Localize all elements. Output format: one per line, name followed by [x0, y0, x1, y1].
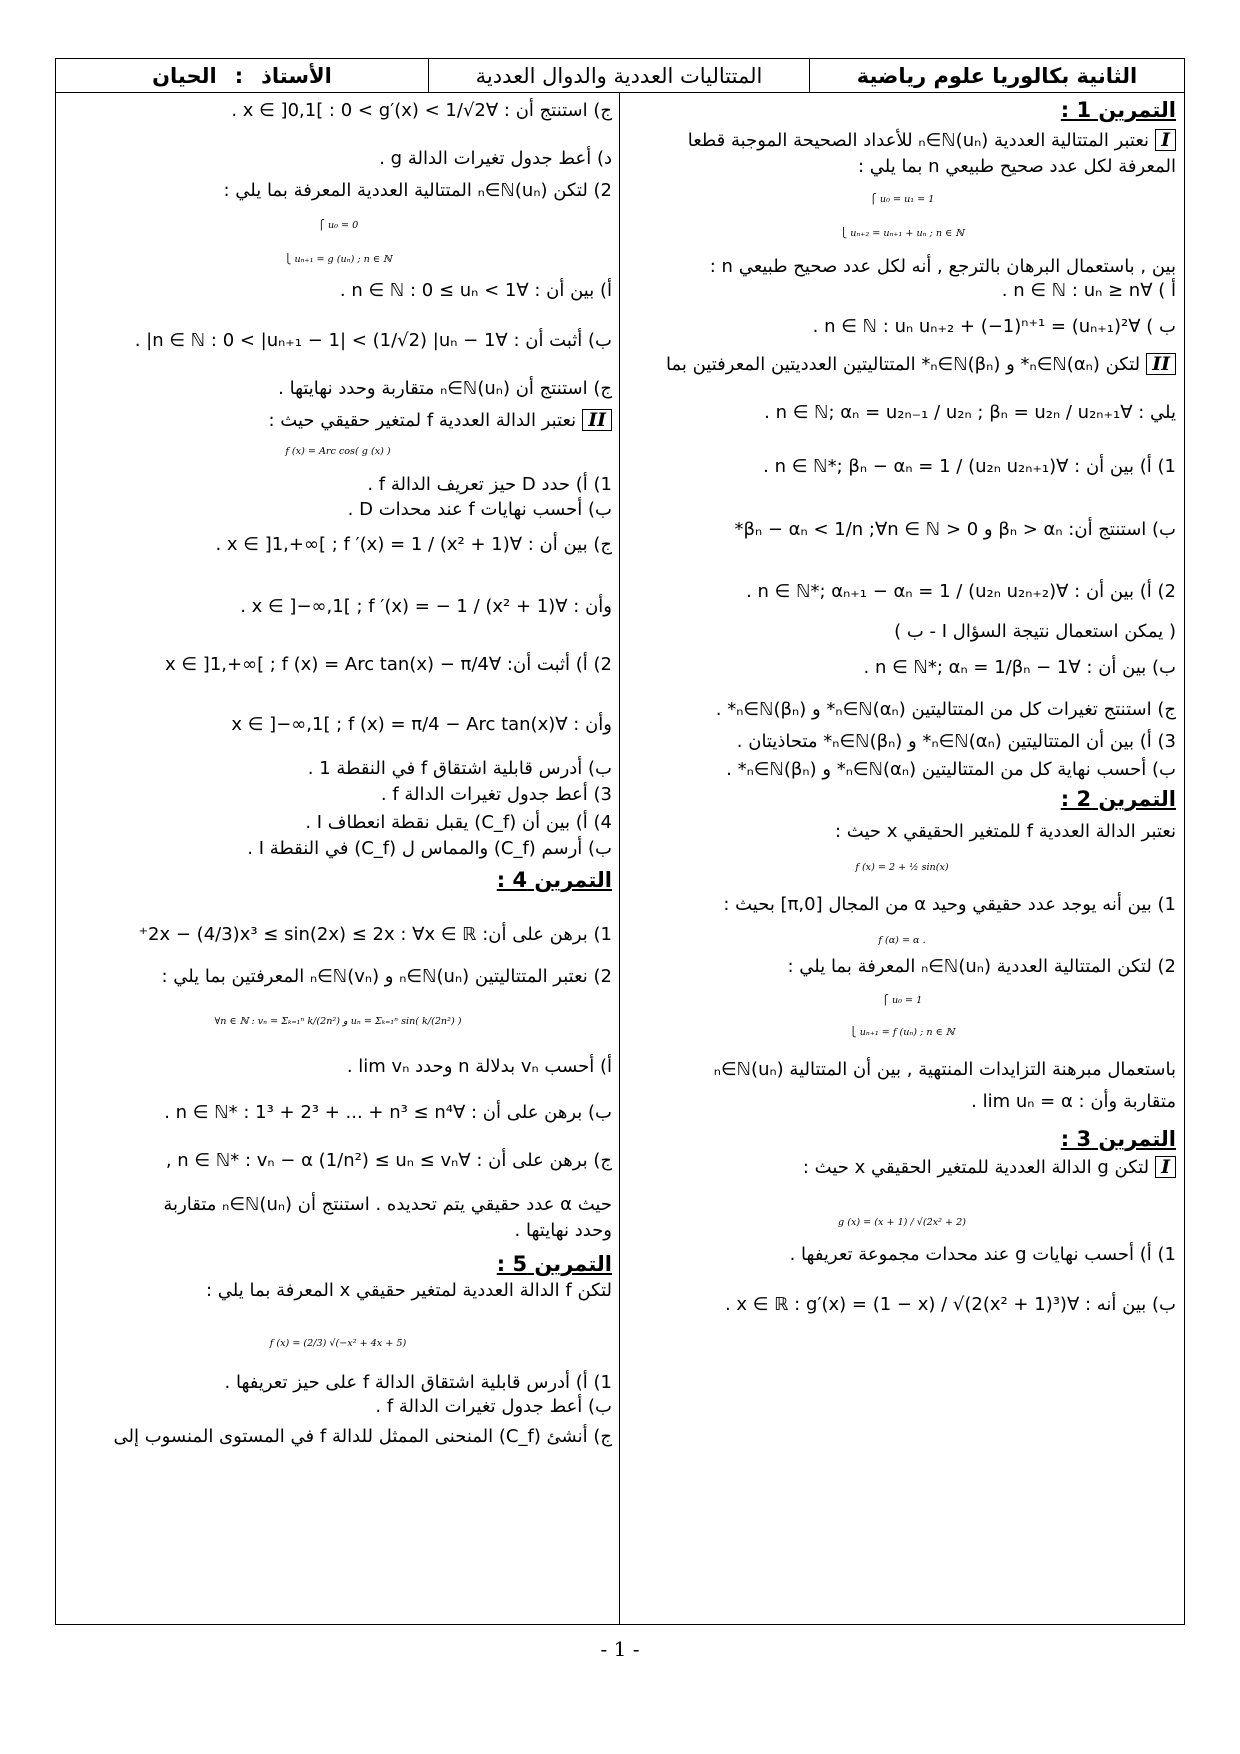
- left_column-text-line: [278, 376, 612, 401]
- line-text: 2) نعتبر المتتاليتين (uₙ)ₙ∈ℕ و (vₙ)ₙ∈ℕ المعرفتين بما يلي :: [161, 966, 612, 987]
- left_column-exercise-heading: [497, 868, 612, 893]
- line-text: 3) أعط جدول تغيرات الدالة f .: [380, 784, 612, 805]
- line-text: يلي : ∀n ∈ ℕ; αₙ = u₂ₙ₋₁ / u₂ₙ ; βₙ = u₂ₙ / u₂ₙ₊₁ .: [764, 402, 1176, 423]
- left_column-text-line: [381, 782, 612, 807]
- left_column-text-line: [225, 1370, 612, 1395]
- formula: ⎧ u₀ = 0: [317, 220, 359, 231]
- left_column-text-line: [161, 964, 612, 989]
- right_column-text-line: [813, 314, 1176, 339]
- right_column-text-line: [803, 1155, 1176, 1180]
- right_column-exercise-heading: [1061, 1127, 1176, 1152]
- line-text: ج) استنتج تغيرات كل من المتتاليتين (αₙ)ₙ∈ℕ* و (βₙ)ₙ∈ℕ* .: [715, 699, 1176, 720]
- left_column-text-line: [135, 328, 612, 353]
- left_column-text-line: [165, 652, 612, 677]
- left_column-text-line: [164, 1100, 612, 1125]
- right_column-text-line: [863, 655, 1176, 680]
- line-text: 4) أ) بين أن (C_f) يقبل نقطة انعطاف I .: [305, 812, 612, 833]
- exercise-title: التمرين 4 :: [496, 868, 612, 892]
- formula: f (x) = Arc cos( g (x) ): [285, 446, 391, 457]
- right_column-text-line: [710, 254, 1176, 279]
- right_column-text-line: [1002, 278, 1176, 303]
- line-text: ب) أعط جدول تغيرات الدالة f .: [375, 1396, 612, 1417]
- line-text: ب) أدرس قابلية اشتقاق f في النقطة 1 .: [307, 758, 612, 779]
- part-number-box: II: [1146, 353, 1176, 375]
- line-text: 1) أ) بين أن : ∀n ∈ ℕ*; βₙ − αₙ = 1 / (u₂ₙ u₂ₙ₊₁) .: [763, 456, 1176, 477]
- teacher-name: الحيان: [152, 63, 217, 88]
- right_column-text-line: [723, 892, 1176, 917]
- left_column-text-line: [347, 1054, 612, 1079]
- header-bar: [56, 59, 1184, 93]
- line-text: لتكن (αₙ)ₙ∈ℕ* و (βₙ)ₙ∈ℕ* المتتاليتين العدديتين المعرفتين بما: [665, 354, 1141, 375]
- right_column-text-line: [746, 579, 1176, 604]
- right_column-math-line: [620, 852, 1184, 880]
- formula: ⎩ uₙ₊₁ = f (uₙ) ; n ∈ ℕ: [849, 1027, 955, 1038]
- header-topic: المتتاليات العددية والدوال العددية: [428, 59, 809, 92]
- right_column-math-line: [620, 184, 1184, 212]
- line-text: بين , باستعمال البرهان بالترجع , أنه لكل عدد صحيح طبيعي n :: [709, 256, 1176, 277]
- part-number-box: I: [1155, 129, 1176, 151]
- line-text: ب) بين أنه : ∀x ∈ ℝ : g′(x) = (1 − x) / √(2(x² + 1)³) .: [724, 1294, 1176, 1315]
- line-text: ( يمكن استعمال نتيجة السؤال I - ب ): [894, 621, 1176, 642]
- right_column-text-line: [894, 619, 1176, 644]
- teacher-separator: :: [234, 63, 244, 88]
- line-text: المعرفة لكل عدد صحيح طبيعي n بما يلي :: [858, 156, 1176, 177]
- exercise-title: التمرين 3 :: [1060, 1127, 1176, 1151]
- left_column-text-line: [113, 1424, 612, 1449]
- left_column-text-line: [375, 1394, 612, 1419]
- page-number: - 1 -: [600, 1637, 640, 1661]
- left-column: [56, 92, 620, 1624]
- line-text: باستعمال مبرهنة التزايدات المنتهية , بين أن المتتالية (uₙ)ₙ∈ℕ: [713, 1059, 1176, 1080]
- content-columns: [56, 92, 1184, 1624]
- left_column-math-line: [56, 1328, 620, 1356]
- line-text: أ) أحسب vₙ بدلالة n وحدد lim vₙ .: [346, 1056, 612, 1077]
- right_column-text-line: [725, 1292, 1176, 1317]
- line-text: أ ) ∀n ∈ ℕ : uₙ ≥ n .: [1001, 280, 1176, 301]
- line-text: 1) بين أنه يوجد عدد حقيقي وحيد α من المجال [0,π] بحيث :: [723, 894, 1176, 915]
- left_column-text-line: [308, 756, 612, 781]
- formula: ⎩ uₙ₊₁ = g (uₙ) ; n ∈ ℕ: [284, 254, 392, 265]
- exercise-title: التمرين 1 :: [1060, 98, 1176, 122]
- left_column-text-line: [231, 712, 612, 737]
- left_column-text-line: [223, 178, 612, 203]
- right_column-text-line: [688, 128, 1176, 153]
- right_column-exercise-heading: [1061, 98, 1176, 123]
- left_column-text-line: [379, 146, 612, 171]
- formula: g (x) = (x + 1) / √(2x² + 2): [838, 1217, 966, 1228]
- exercise-title: التمرين 2 :: [1060, 787, 1176, 811]
- line-text: وحدد نهايتها .: [514, 1220, 612, 1241]
- right_column-text-line: [735, 517, 1177, 542]
- right_column-math-line: [620, 985, 1184, 1013]
- line-text: ب) أثبت أن : ∀n ∈ ℕ : 0 < |uₙ₊₁ − 1| < (1/√2) |uₙ − 1| .: [134, 330, 612, 351]
- formula: ⎧ u₀ = 1: [881, 995, 923, 1006]
- line-text: وأن : ∀x ∈ ]−∞,1[ ; f ′(x) = − 1 / (x² + 1) .: [240, 596, 612, 617]
- line-text: لتكن g الدالة العددية للمتغير الحقيقي x حيث :: [802, 1157, 1150, 1178]
- left_column-text-line: [139, 922, 612, 947]
- right_column-text-line: [763, 454, 1176, 479]
- left_column-text-line: [305, 810, 612, 835]
- right_column-math-line: [620, 925, 1184, 953]
- right_column-text-line: [716, 697, 1176, 722]
- line-text: نعتبر الدالة العددية f للمتغير الحقيقي x حيث :: [834, 821, 1176, 842]
- left_column-text-line: [340, 278, 612, 303]
- left_column-text-line: [268, 408, 612, 433]
- line-text: ب) أحسب نهاية كل من المتتاليتين (αₙ)ₙ∈ℕ* و (βₙ)ₙ∈ℕ* .: [726, 759, 1176, 780]
- line-text: نعتبر الدالة العددية f لمتغير حقيقي حيث :: [268, 410, 577, 431]
- left_column-text-line: [367, 472, 612, 497]
- right_column-text-line: [971, 1089, 1176, 1114]
- right_column-text-line: [714, 1057, 1176, 1082]
- line-text: ب) أحسب نهايات f عند محدات D .: [347, 499, 612, 520]
- formula: f (α) = α .: [878, 935, 926, 946]
- line-text: 2) أ) بين أن : ∀n ∈ ℕ*; αₙ₊₁ − αₙ = 1 / (u₂ₙ u₂ₙ₊₂) .: [746, 581, 1176, 602]
- line-text: د) أعط جدول تغيرات الدالة g .: [379, 148, 612, 169]
- line-text: ج) أنشئ (C_f) المنحنى الممثل للدالة f في المستوى المنسوب إلى: [113, 1426, 612, 1447]
- line-text: وأن : ∀x ∈ ]−∞,1[ ; f (x) = π/4 − Arc tan(x): [231, 714, 612, 735]
- right_column-math-line: [620, 1207, 1184, 1235]
- left_column-text-line: [240, 594, 612, 619]
- formula: ⎩ uₙ₊₂ = uₙ₊₁ + uₙ ; n ∈ ℕ: [839, 228, 965, 239]
- left_column-text-line: [166, 1148, 612, 1173]
- line-text: 1) برهن على أن: 2x − (4/3)x³ ≤ sin(2x) ≤ 2x : ∀x ∈ ℝ⁺: [138, 924, 612, 945]
- line-text: 3) أ) بين أن المتتاليتين (αₙ)ₙ∈ℕ* و (βₙ)ₙ∈ℕ* متحاذيتان .: [736, 731, 1176, 752]
- line-text: ج) استنتج أن (uₙ)ₙ∈ℕ متقاربة وحدد نهايتها .: [278, 378, 612, 399]
- right_column-text-line: [858, 154, 1176, 179]
- left_column-math-line: [56, 210, 620, 238]
- line-text: 1) أ) أدرس قابلية اشتقاق الدالة f على حيز تعريفها .: [224, 1372, 612, 1393]
- left_column-text-line: [515, 1218, 612, 1243]
- line-text: ب) أرسم (C_f) والمماس ل (C_f) في النقطة I .: [247, 838, 612, 859]
- right-column: [619, 92, 1184, 1624]
- left_column-math-line: [56, 1006, 620, 1034]
- left_column-math-line: [56, 436, 620, 464]
- line-text: أ) بين أن : ∀n ∈ ℕ : 0 ≤ uₙ < 1 .: [339, 280, 612, 301]
- line-text: حيث α عدد حقيقي يتم تحديده . استنتج أن (uₙ)ₙ∈ℕ متقاربة: [163, 1194, 612, 1215]
- right_column-text-line: [666, 352, 1176, 377]
- exercise-title: التمرين 5 :: [496, 1252, 612, 1276]
- line-text: ج) بين أن : ∀x ∈ ]1,+∞[ ; f ′(x) = 1 / (x² + 1) .: [215, 534, 612, 555]
- right_column-exercise-heading: [1061, 787, 1176, 812]
- line-text: 2) أ) أثبت أن: ∀x ∈ ]1,+∞[ ; f (x) = Arc tan(x) − π/4: [165, 654, 612, 675]
- left_column-exercise-heading: [497, 1252, 612, 1277]
- header-level: الثانية بكالوريا علوم رياضية: [809, 59, 1184, 92]
- line-text: ج) استنتج أن : ∀x ∈ ]0,1[ : 0 < g′(x) < 1/√2 .: [231, 100, 612, 121]
- header-teacher: [56, 59, 428, 92]
- right_column-text-line: [737, 729, 1176, 754]
- line-text: ب) بين أن : ∀n ∈ ℕ*; αₙ = 1/βₙ − 1 .: [863, 657, 1176, 678]
- line-text: 1) أ) أحسب نهايات g عند محدات مجموعة تعريفها .: [789, 1244, 1176, 1265]
- teacher-label: الأستاذ: [261, 63, 332, 88]
- part-number-box: II: [582, 409, 612, 431]
- line-text: 1) أ) حدد D حيز تعريف الدالة f .: [367, 474, 612, 495]
- right_column-text-line: [787, 954, 1176, 979]
- right_column-text-line: [726, 757, 1176, 782]
- line-text: 2) لتكن المتتالية العددية (uₙ)ₙ∈ℕ المعرفة بما يلي :: [787, 956, 1176, 977]
- left_column-text-line: [206, 1278, 612, 1303]
- part-number-box: I: [1155, 1156, 1176, 1178]
- right_column-math-line: [620, 1017, 1184, 1045]
- right_column-math-line: [620, 218, 1184, 246]
- formula: ∀n ∈ ℕ : vₙ = Σₖ₌₁ⁿ k/(2n²) و uₙ = Σₖ₌₁ⁿ sin( k/(2n²) ): [214, 1016, 462, 1027]
- formula: f (x) = 2 + ½ sin(x): [855, 862, 949, 873]
- left_column-text-line: [163, 1192, 612, 1217]
- right_column-text-line: [835, 819, 1176, 844]
- left_column-math-line: [56, 244, 620, 272]
- line-text: متقاربة وأن : lim uₙ = α .: [971, 1091, 1176, 1112]
- formula: ⎧ u₀ = u₁ = 1: [869, 194, 935, 205]
- left_column-text-line: [348, 497, 612, 522]
- left_column-text-line: [247, 836, 612, 861]
- exam-sheet: [55, 58, 1185, 1625]
- line-text: ج) برهن على أن : ∀n ∈ ℕ* : vₙ − α (1/n²) ≤ uₙ ≤ vₙ ,: [165, 1150, 612, 1171]
- line-text: ب) استنتج أن: βₙ > αₙ و 0 < βₙ − αₙ < 1/n ;∀n ∈ ℕ*: [734, 519, 1176, 540]
- line-text: ب) برهن على أن : ∀n ∈ ℕ* : 1³ + 2³ + ... + n³ ≤ n⁴ .: [164, 1102, 612, 1123]
- left_column-text-line: [215, 532, 612, 557]
- right_column-text-line: [790, 1242, 1176, 1267]
- line-text: لتكن f الدالة العددية لمتغير حقيقي x المعرفة بما يلي :: [206, 1280, 612, 1301]
- formula: f (x) = (2/3) √(−x² + 4x + 5): [269, 1338, 407, 1349]
- line-text: ب ) ∀n ∈ ℕ : uₙ uₙ₊₂ + (−1)ⁿ⁺¹ = (uₙ₊₁)² .: [812, 316, 1176, 337]
- line-text: نعتبر المتتالية العددية (uₙ)ₙ∈ℕ للأعداد الصحيحة الموجبة قطعا: [687, 130, 1150, 151]
- right_column-text-line: [764, 400, 1176, 425]
- left_column-text-line: [231, 98, 612, 123]
- line-text: 2) لتكن (uₙ)ₙ∈ℕ المتتالية العددية المعرفة بما يلي :: [223, 180, 612, 201]
